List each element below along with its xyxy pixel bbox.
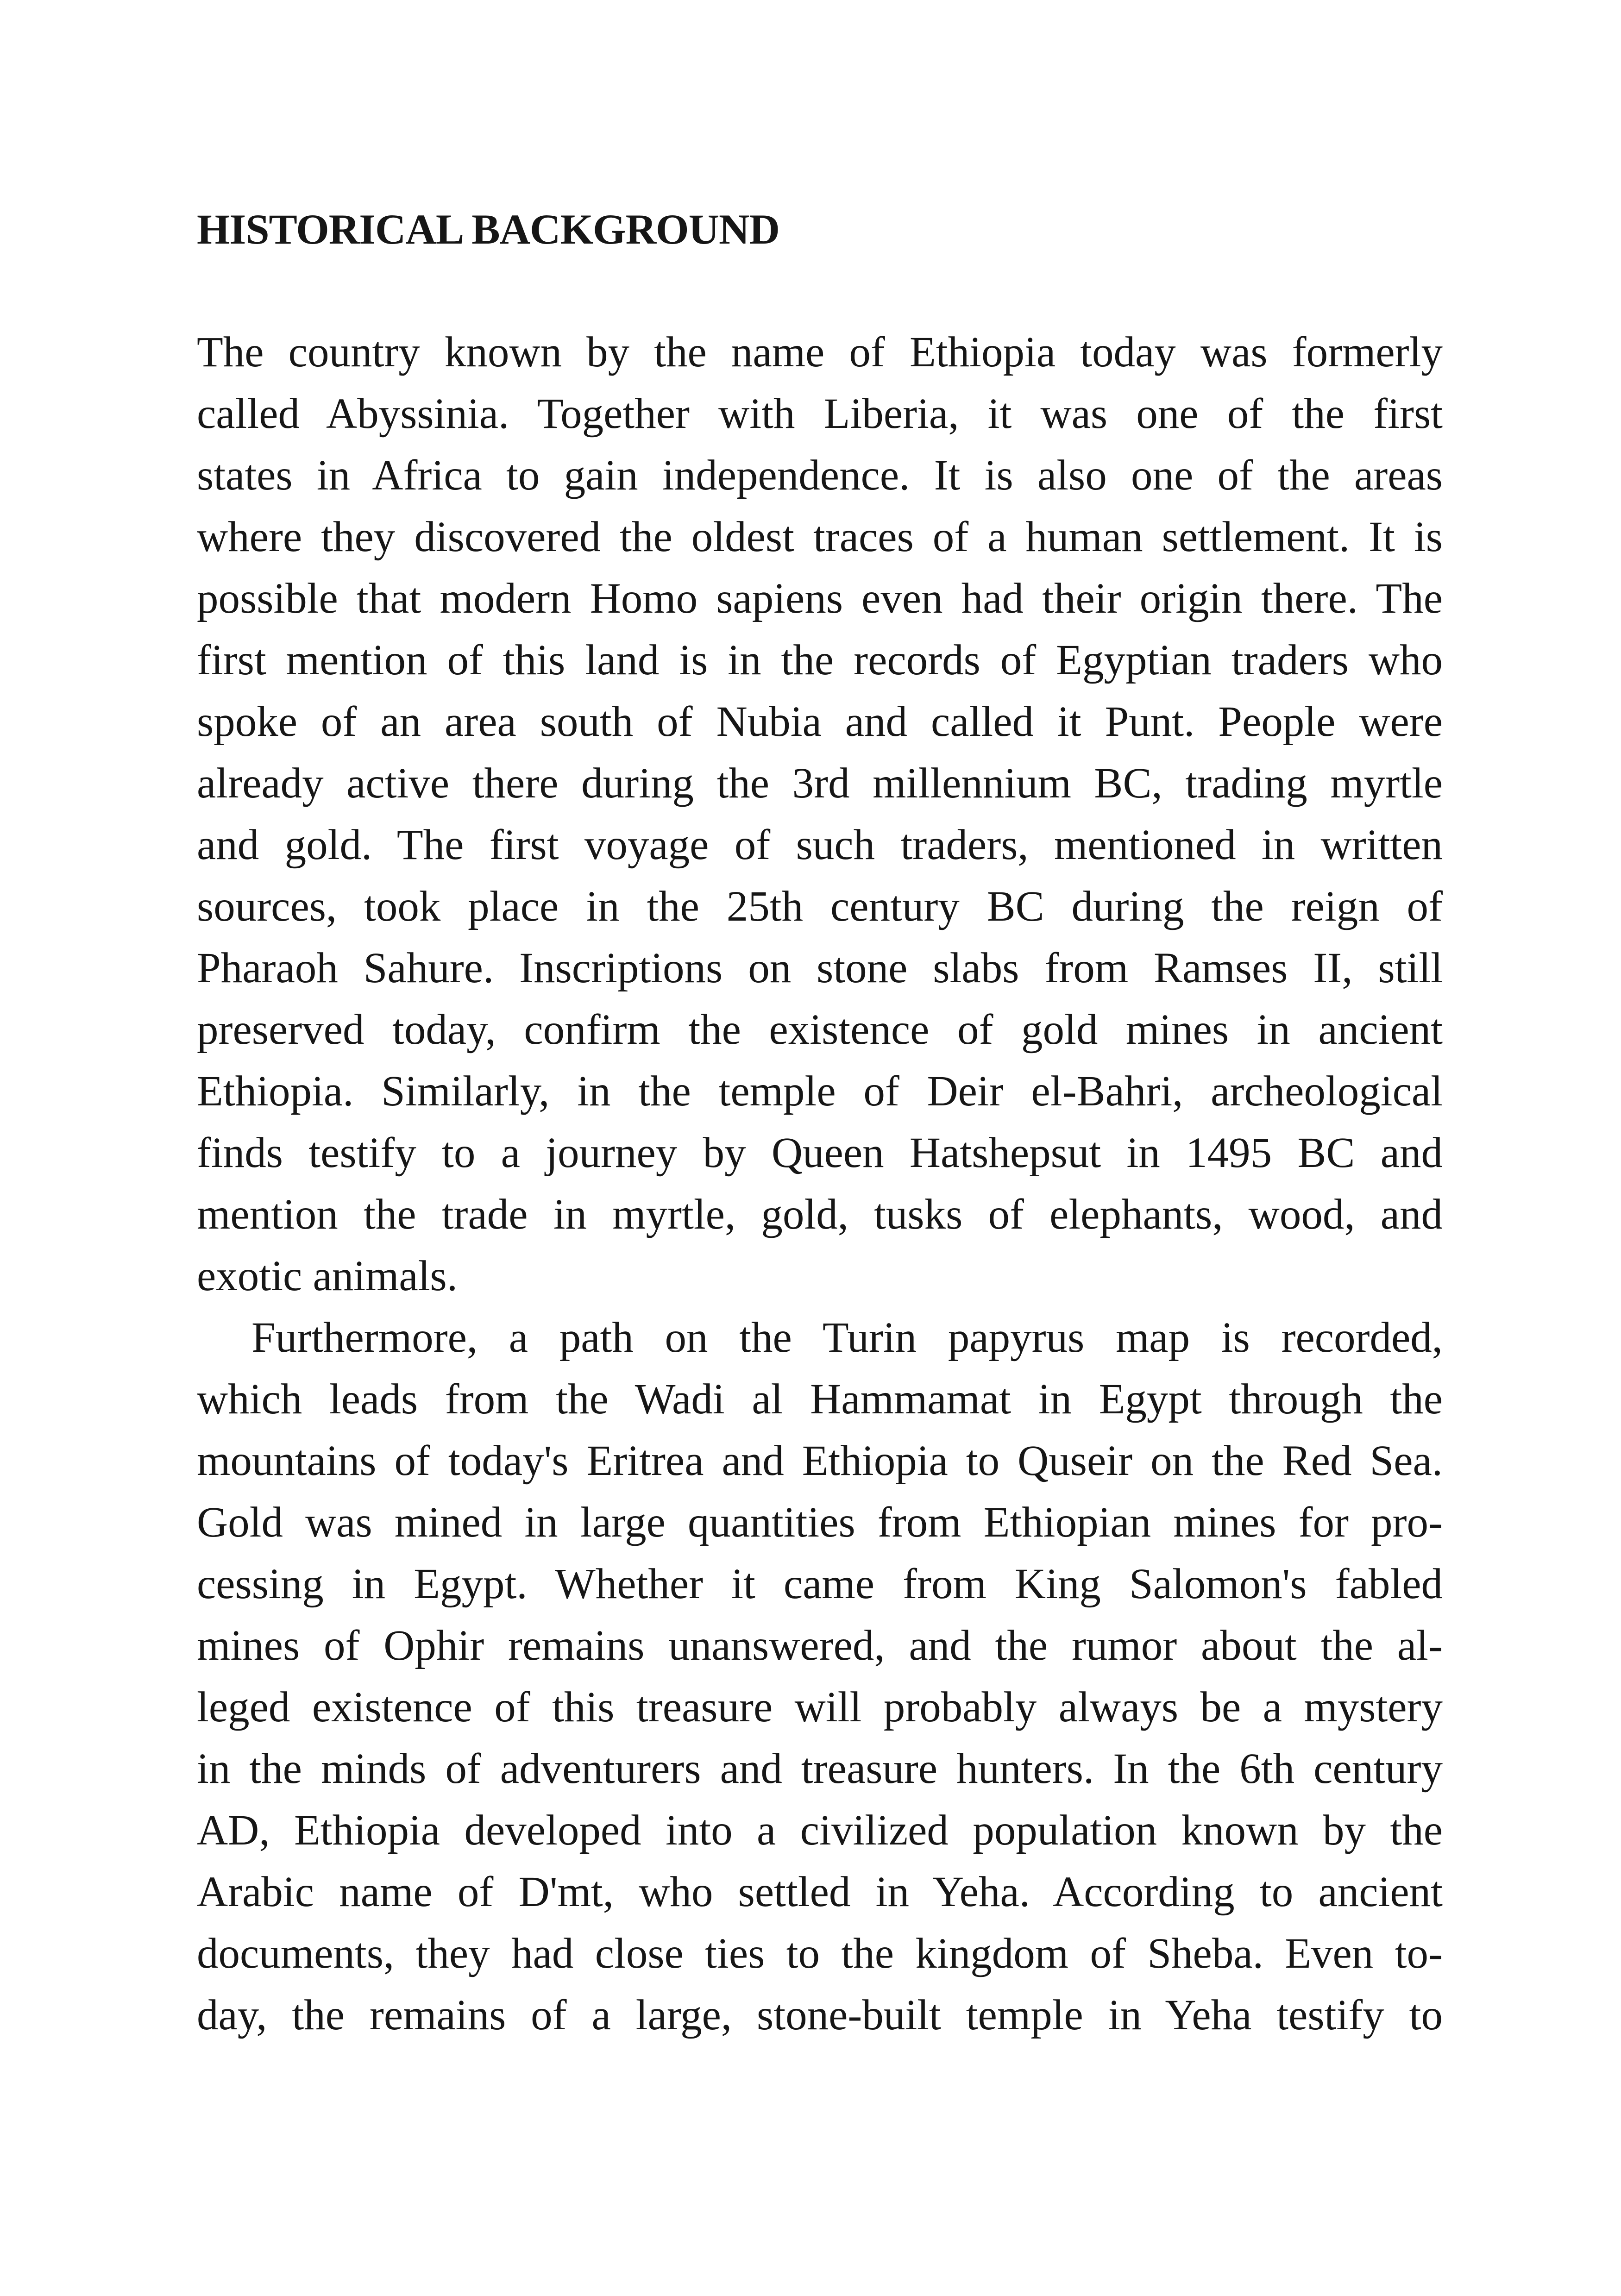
text-line: Ethiopia. Similarly, in the temple of Deir el-Bahri, archeological xyxy=(197,1067,1443,1115)
section-heading: HISTORICAL BACKGROUND xyxy=(197,206,779,253)
text-line: mountains of today's Eritrea and Ethiopia to Quseir on the Red Sea. xyxy=(197,1437,1443,1485)
text-line: finds testify to a journey by Queen Hatshepsut in 1495 BC and xyxy=(197,1129,1443,1177)
body-text xyxy=(197,321,1443,2046)
text-line: cessing in Egypt. Whether it came from King Salomon's fabled xyxy=(197,1560,1443,1608)
text-line: documents, they had close ties to the kingdom of Sheba. Even to- xyxy=(197,1930,1443,1977)
text-line: states in Africa to gain independence. It is also one of the areas xyxy=(197,452,1443,499)
text-line: Pharaoh Sahure. Inscriptions on stone slabs from Ramses II, still xyxy=(197,944,1443,992)
text-line: spoke of an area south of Nubia and called it Punt. People were xyxy=(197,698,1443,746)
text-line: mines of Ophir remains unanswered, and the rumor about the al- xyxy=(197,1622,1443,1669)
text-line: The country known by the name of Ethiopia today was formerly xyxy=(197,328,1443,376)
text-line: Gold was mined in large quantities from Ethiopian mines for pro- xyxy=(197,1499,1443,1546)
text-line: day, the remains of a large, stone-built temple in Yeha testify to xyxy=(197,1991,1443,2039)
text-line: exotic animals. xyxy=(197,1252,458,1300)
text-line: possible that modern Homo sapiens even had their origin there. The xyxy=(197,575,1443,622)
text-line: and gold. The first voyage of such traders, mentioned in written xyxy=(197,821,1443,869)
text-line: leged existence of this treasure will probably always be a mystery xyxy=(197,1683,1443,1731)
text-line: already active there during the 3rd millennium BC, trading myrtle xyxy=(197,759,1443,807)
text-line: mention the trade in myrtle, gold, tusks of elephants, wood, and xyxy=(197,1191,1443,1238)
text-line: preserved today, confirm the existence of gold mines in ancient xyxy=(197,1006,1443,1054)
text-line: which leads from the Wadi al Hammamat in Egypt through the xyxy=(197,1375,1443,1423)
text-line: first mention of this land is in the records of Egyptian traders who xyxy=(197,636,1443,684)
text-line: sources, took place in the 25th century BC during the reign of xyxy=(197,883,1443,930)
text-line: called Abyssinia. Together with Liberia, it was one of the first xyxy=(197,390,1443,438)
text-line: in the minds of adventurers and treasure hunters. In the 6th century xyxy=(197,1745,1443,1793)
paragraph-1 xyxy=(197,321,1443,1307)
paragraph-2 xyxy=(197,1307,1443,2046)
text-line: where they discovered the oldest traces of a human settlement. It is xyxy=(197,513,1443,561)
text-line: AD, Ethiopia developed into a civilized population known by the xyxy=(197,1807,1443,1854)
text-line: Arabic name of D'mt, who settled in Yeha. According to ancient xyxy=(197,1868,1443,1916)
text-line: Furthermore, a path on the Turin papyrus map is recorded, xyxy=(251,1314,1443,1361)
